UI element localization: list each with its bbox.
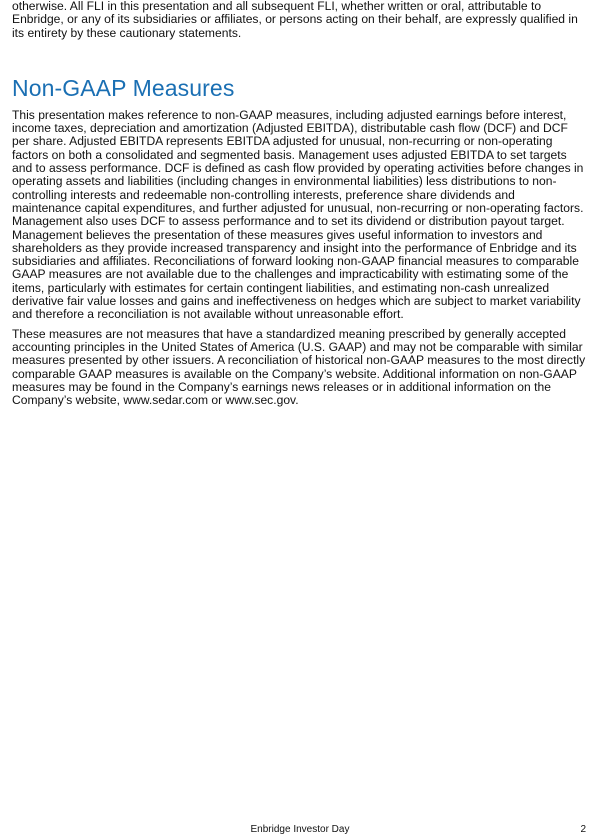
section-title: Non-GAAP Measures <box>12 74 235 101</box>
body-paragraph-1: This presentation makes reference to non-GAAP measures, including adjusted earnings before interest, income taxes, depreciation and amortization (Adjusted EBITDA), distributable cash flow (DCF) and DCF per share. Adjusted EBITDA represents EBITDA adjusted for unusual, non-recurring or non-operating factors on both a consolidated and segmented basis. Management uses adjusted EBITDA to set targets and to assess performance. DCF is defined as cash flow provided by operating activities before changes in operating assets and liabilities (including changes in environmental liabilities) less distributions to non-controlling interests and redeemable non-controlling interests, preference share dividends and maintenance capital expenditures, and further adjusted for unusual, non-recurring or non-operating factors. Management also uses DCF to assess performance and to set its dividend or distribution payout target. Management believes the presentation of these measures gives useful information to investors and shareholders as they provide increased transparency and insight into the performance of Enbridge and its subsidiaries and affiliates. Reconciliations of forward looking non-GAAP financial measures to comparable GAAP measures are not available due to the challenges and impracticability with estimating some of the items, particularly with estimates for certain contingent liabilities, and estimating non-cash unrealized derivative fair value losses and gains and ineffectiveness on hedges which are subject to market variability and therefore a reconciliation is not available without unreasonable effort. <box>12 107 584 322</box>
intro-paragraph: otherwise. All FLI in this presentation and all subsequent FLI, whether written or oral, attributable to Enbridge, or any of its subsidiaries or affiliates, or persons acting on their behalf, are expressly qualified in its entirety by these cautionary statements. <box>12 0 578 40</box>
document-page <box>12 0 586 407</box>
body-paragraph-2: These measures are not measures that have a standardized meaning prescribed by generally accepted accounting principles in the United States of America (U.S. GAAP) and may not be comparable with similar measures presented by other issuers. A reconciliation of historical non-GAAP measures to the most directly comparable GAAP measures is available on the Company’s website. Additional information on non-GAAP measures may be found in the Company’s earnings news releases or in additional information on the Company’s website, www.sedar.com or www.sec.gov. <box>12 326 586 408</box>
footer-title: Enbridge Investor Day <box>250 824 350 835</box>
page-footer <box>0 824 600 840</box>
page-number: 2 <box>580 824 586 835</box>
